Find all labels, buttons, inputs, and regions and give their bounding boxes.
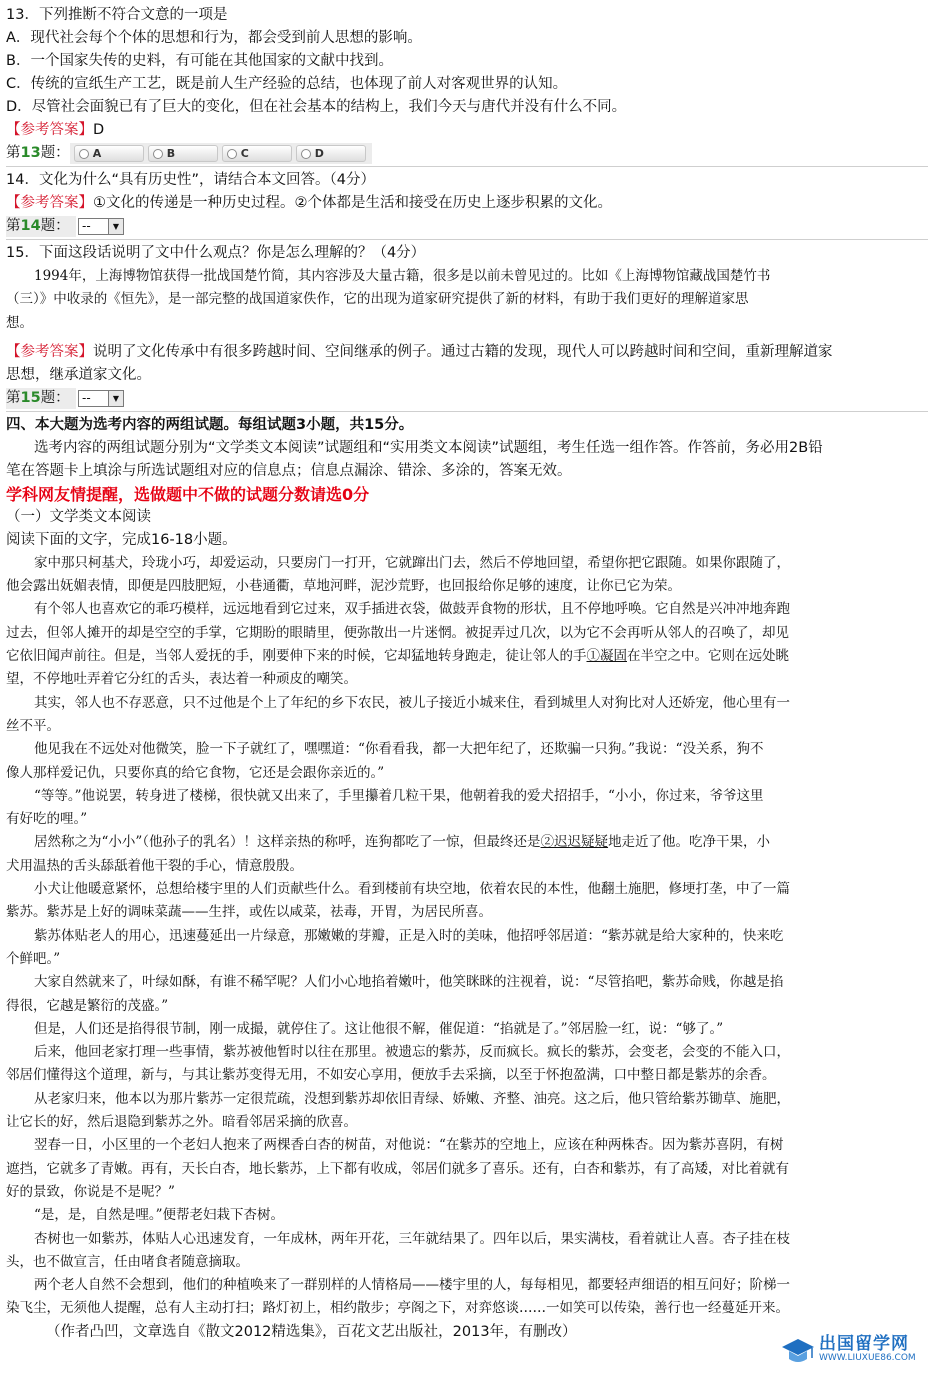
- q15-answer-row: [6, 387, 928, 410]
- answer-tag: 【参考答案】: [6, 122, 93, 138]
- radio-icon: [227, 149, 237, 159]
- radio-icon: [79, 149, 89, 159]
- passage-line: 两个老人自然不会想到，他们的种植唤来了一群别样的人情格局——楼宇里的人，每每相见，都要轻声细语的相互问好；阶梯一: [34, 1277, 790, 1294]
- passage-line: 染飞尘，无须他人提醒，总有人主动打扫；路灯初上，相约散步；亭阁之下，对弈悠谈……一如笑可以传染，善行也一经蔓延开来。: [6, 1300, 789, 1317]
- q14-score-select[interactable]: [78, 218, 124, 235]
- q15-answer-cont: 思想，继承道家文化。: [6, 366, 151, 383]
- passage-line: 其实，邻人也不存恶意，只不过他是个上了年纪的乡下农民，被儿子接近小城来住，看到城里人对狗比对人还娇宠，他心里有一: [34, 694, 790, 711]
- section4-desc-2: 笔在答题卡上填涂与所选试题组对应的信息点；信息点漏涂、错涂、多涂的，答案无效。: [6, 462, 572, 479]
- row-prefix: 第: [6, 145, 21, 161]
- q15-select-bar: [6, 388, 76, 409]
- q15-answer-text: 说明了文化传承中有很多跨越时间、空间继承的例子。通过古籍的发现，现代人可以跨越时间和空间，重新理解道家: [93, 343, 833, 360]
- passage-line: 从老家归来，他本以为那片紫苏一定很荒疏，没想到紫苏却依旧青绿、娇嫩、齐整、油亮。这之后，他只管给紫苏锄草、施肥，: [34, 1090, 790, 1107]
- q14-stem: 14．文化为什么“具有历史性”，请结合本文回答。（4分）: [6, 172, 375, 188]
- passage-line: 头，也不做宣言，任由啫食者随意摘取。: [6, 1253, 249, 1270]
- q13-option-c: C．传统的宣纸生产工艺，既是前人生产经验的总结，也体现了前人对客观世界的认知。: [6, 76, 568, 92]
- passage-line: 像人那样爱记仇，只要你真的给它食物，它还是会跟你亲近的。”: [6, 764, 385, 781]
- row-suffix: 题：: [40, 389, 70, 406]
- passage-line: [6, 831, 928, 854]
- q13-stem: 13．下列推断不符合文意的一项是: [6, 7, 228, 23]
- row-prefix: 第: [6, 218, 21, 234]
- passage-line: 邻居们懂得这个道理，新与，与其让紫苏变得无用，不如安心享用，便放手去采摘，以至于怀抱盈满，口中整日都是紫苏的余香。: [6, 1067, 776, 1084]
- passage-line: 杏树也一如紫苏，体贴人心迅速发育，一年成林，两年开花，三年就结果了。四年以后，果实满枝，看着就让人喜。杏子挂在枝: [34, 1230, 790, 1247]
- passage-line: 望，不停地吐弄着它分红的舌头，表达着一种顽皮的嘲笑。: [6, 671, 357, 688]
- passage-text: 它依旧闻声前往。但是，当邻人爱抚的手，刚要伸下来的时候，它却猛地转身跑走，徒让邻人的手: [6, 648, 587, 665]
- exam-page: [6, 4, 928, 1344]
- q15-answer: [6, 341, 928, 364]
- q15-row-num: 15: [20, 389, 41, 406]
- q13-choice-d[interactable]: [296, 145, 366, 162]
- section4-notice: 学科网友情提醒，选做题中不做的试题分数请选0分: [6, 484, 370, 504]
- passage-line: 紫苏体贴老人的用心，迅速蔓延出一片绿意，那嫩嫩的芽瓣，正是入时的美味，他招呼邻居道：“紫苏就是给大家种的，快来吃: [34, 927, 784, 944]
- section4-desc-1: 选考内容的两组试题分别为“文学类文本阅读”试题组和“实用类文本阅读”试题组，考生任选一组作答。作答前，务必用2B铅: [34, 439, 823, 456]
- q13-answer-text: D: [93, 122, 105, 138]
- choice-label: A: [92, 147, 102, 160]
- passage-line: 紫苏。紫苏是上好的调味菜蔬——生拌，或佐以咸菜，祛毒，开胃，为居民所喜。: [6, 904, 492, 921]
- q15-quote-line-2: （三）》中收录的《恒先》，是一部完整的战国道家佚作，它的出现为道家研究提供了新的材料，有助于我们更好的理解道家思: [6, 291, 749, 308]
- site-watermark: [781, 1333, 931, 1369]
- passage-line: 翌春一日，小区里的一个老妇人抱来了两棵香白杏的树苗，对他说：“在紫苏的空地上，应该在种两株杏。因为紫苏喜阴，有树: [34, 1137, 784, 1154]
- passage-line: 有好吃的哩。”: [6, 811, 88, 828]
- dropdown-arrow-icon[interactable]: ▼: [108, 219, 123, 234]
- select-value: --: [82, 219, 91, 233]
- divider: [6, 166, 928, 167]
- reading-passage: [6, 552, 928, 1321]
- q15-stem: 15．下面这段话说明了文中什么观点？你是怎么理解的？（4分）: [6, 245, 426, 261]
- dropdown-arrow-icon[interactable]: ▼: [108, 391, 123, 406]
- row-suffix: 题：: [40, 145, 70, 161]
- answer-tag: 【参考答案】: [6, 195, 93, 211]
- marked-word-2: ②迟迟疑疑: [540, 834, 609, 851]
- section4-subtitle: （一）文学类文本阅读: [6, 508, 151, 525]
- passage-line: 有个邻人也喜欢它的乖巧模样，远远地看到它过来，双手插进衣袋，做鼓弄食物的形状，且不停地呼唤。它自然是兴冲冲地奔跑: [34, 601, 790, 618]
- row-suffix: 题：: [40, 218, 70, 234]
- answer-tag: 【参考答案】: [6, 343, 93, 360]
- divider: [6, 239, 928, 240]
- watermark-text: [819, 1334, 916, 1365]
- q14-row-num: 14: [20, 218, 41, 234]
- passage-line: 过去，但邻人摊开的却是空空的手掌，它期盼的眼睛里，便弥散出一片迷惘。被捉弄过几次，以为它不会再听从邻人的召唤了，却见: [6, 624, 789, 641]
- divider: [6, 411, 928, 412]
- passage-line: 他见我在不远处对他微笑，脸一下子就红了，嘿嘿道：“你看看我，都一大把年纪了，还欺骗一只狗。”我说：“没关系，狗不: [34, 741, 764, 758]
- passage-line: 个鲜吧。”: [6, 950, 61, 967]
- passage-line: 遮挡，它就多了青嫩。再有，天长白杏，地长紫苏，上下都有收成，邻居们就多了喜乐。还有，白杏和紫苏，有了高矮，对比着就有: [6, 1160, 789, 1177]
- radio-icon: [301, 149, 311, 159]
- passage-line: 得很，它越是繁衍的茂盛。”: [6, 997, 169, 1014]
- select-value: --: [82, 390, 91, 405]
- passage-line: 他会露出妩媚表情，即便是四肢肥短，小巷通衢，草地河畔，泥沙荒野，也回报给你足够的速度，让你已它为荣。: [6, 578, 681, 595]
- section4-title: 四、本大题为选考内容的两组试题。每组试题3小题，共15分。: [6, 416, 414, 433]
- q13-choice-a[interactable]: [74, 145, 144, 162]
- radio-icon: [153, 149, 163, 159]
- passage-line: “是，是，自然是哩。”便帮老妇栽下杏树。: [34, 1207, 285, 1224]
- passage-text: 居然称之为“小小”（他孙子的乳名）！这样亲热的称呼，连狗都吃了一惊，但最终还是: [34, 834, 541, 851]
- q15-quote-line-1: 1994年，上海博物馆获得一批战国楚竹简，其内容涉及大量古籍，很多是以前未曾见过的。比如《上海博物馆藏战国楚竹书: [34, 268, 771, 284]
- passage-text: 地走近了他。吃净干果，小: [608, 834, 771, 851]
- passage-line: 家中那只柯基犬，玲珑小巧，却爱运动，只要房门一打开，它就蹿出门去，然后不停地回望，希望你把它跟随。如果你跟随了，: [34, 554, 790, 571]
- passage-line: 丝不平。: [6, 717, 60, 734]
- watermark-name: 出国留学网: [819, 1334, 909, 1354]
- graduation-cap-icon: [781, 1336, 815, 1366]
- watermark-url: WWW.LIUXUE86.COM: [819, 1353, 916, 1363]
- q14-answer-text: ①文化的传递是一种历史过程。②个体都是生活和接受在历史上逐步积累的文化。: [93, 195, 612, 211]
- section4-instruction: 阅读下面的文字，完成16-18小题。: [6, 531, 237, 548]
- passage-line: “等等。”他说罢，转身进了楼梯，很快就又出来了，手里攥着几粒干果，他朝着我的爱犬招招手，“小小，你过来，爷爷这里: [34, 787, 764, 804]
- q15-quote-line-3: 想。: [6, 314, 33, 331]
- choice-label: B: [166, 147, 176, 160]
- passage-line: 犬用温热的舌头舔舐着他干裂的手心，情意殷殷。: [6, 857, 303, 874]
- q13-option-d: D．尽管社会面貌已有了巨大的变化，但在社会基本的结构上，我们今天与唐代并没有什么不同。: [6, 99, 627, 115]
- marked-word-1: ①凝固: [586, 648, 627, 665]
- q13-answer-row: [6, 142, 928, 165]
- passage-text: 在半空之中。它则在远处眺: [627, 648, 789, 665]
- q13-choice-b[interactable]: [148, 145, 218, 162]
- row-prefix: 第: [6, 389, 21, 406]
- passage-line: 后来，他回老家打理一些事情，紫苏被他暂时以往在那里。被遗忘的紫苏，反而疯长。疯长的紫苏，会变老，会变的不能入口，: [34, 1044, 790, 1061]
- q13-choice-c[interactable]: [222, 145, 292, 162]
- q13-option-b: B．一个国家失传的史料，有可能在其他国家的文献中找到。: [6, 53, 393, 69]
- passage-line: 好的景致，你说是不是呢？”: [6, 1183, 175, 1200]
- passage-line: 但是，人们还是掐得很节制，刚一成撮，就停住了。这让他很不解，催促道：“掐就是了。”邻居脸一红，说：“够了。”: [34, 1020, 724, 1037]
- q14-select-bar: [6, 216, 76, 237]
- passage-line: [6, 645, 928, 668]
- choice-label: C: [240, 147, 249, 160]
- passage-line: 大家自然就来了，叶绿如酥，有谁不稀罕呢？人们小心地掐着嫩叶，他笑眯眯的注视着，说：“尽管掐吧，紫苏命贱，你越是掐: [34, 974, 784, 991]
- q13-row-num: 13: [20, 145, 41, 161]
- q13-option-a: A．现代社会每个个体的思想和行为，都会受到前人思想的影响。: [6, 30, 422, 46]
- q13-answer: [6, 119, 928, 142]
- passage-line: 让它长的好，然后退隐到紫苏之外。暗看邻居采摘的欣喜。: [6, 1114, 357, 1131]
- q13-radio-group: [70, 143, 372, 164]
- q14-answer: [6, 192, 928, 215]
- q15-score-select[interactable]: [78, 390, 124, 407]
- choice-label: D: [314, 147, 324, 160]
- passage-line: 小犬让他暖意紧怀，总想给楼宇里的人们贡献些什么。看到楼前有块空地，依着农民的本性，他翻土施肥，修埂打垄，中了一篇: [34, 881, 790, 898]
- q14-answer-row: [6, 215, 928, 238]
- passage-source: （作者凸凹，文章选自《散文2012精选集》，百花文艺出版社，2013年，有删改）: [46, 1323, 577, 1340]
